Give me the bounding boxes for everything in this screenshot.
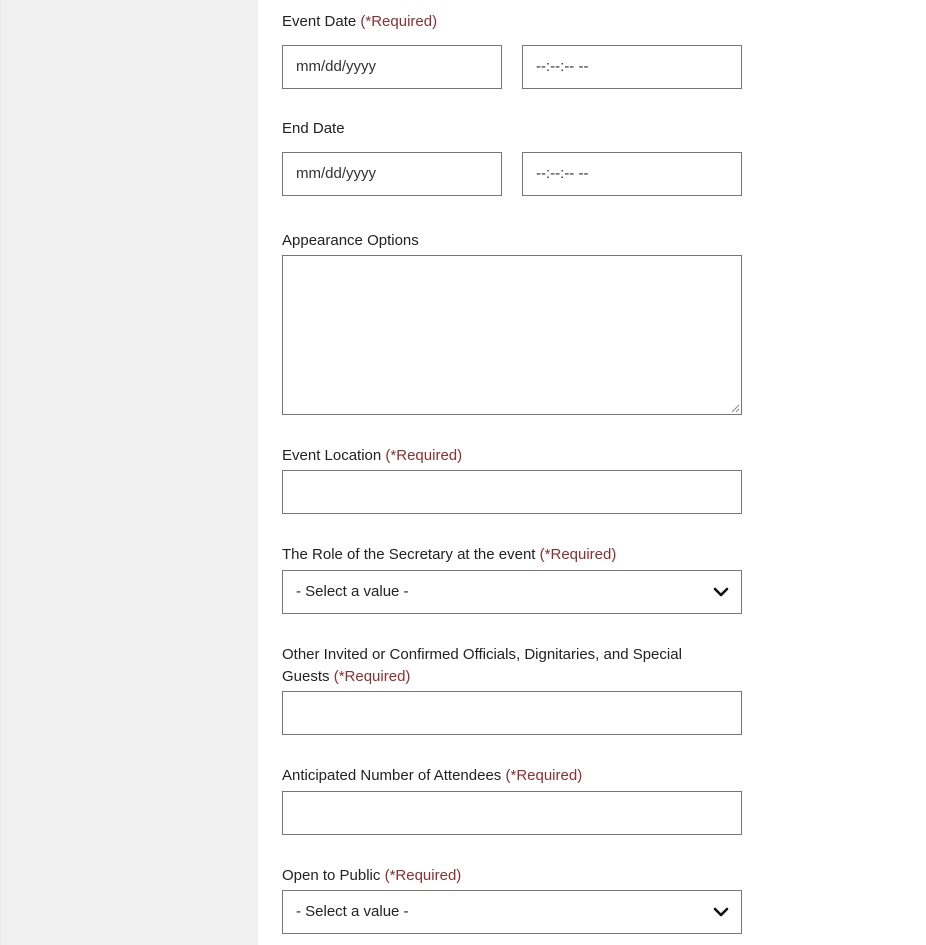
event-location-label-text: Event Location xyxy=(282,447,382,464)
attendees-label xyxy=(282,765,582,787)
appearance-options-label-text: Appearance Options xyxy=(282,232,419,249)
event-location-input[interactable] xyxy=(282,470,742,514)
required-marker: (*Required) xyxy=(384,867,462,884)
secretary-role-label-text: The Role of the Secretary at the event xyxy=(282,546,536,563)
end-date-input[interactable] xyxy=(282,152,502,196)
open-to-public-select[interactable] xyxy=(282,890,742,934)
event-date-label-text: Event Date xyxy=(282,13,357,30)
required-marker: (*Required) xyxy=(385,447,463,464)
chevron-down-icon xyxy=(713,905,729,919)
other-officials-label-line1: Other Invited or Confirmed Officials, Dignitaries, and Special xyxy=(282,646,682,663)
left-sidebar xyxy=(0,0,258,945)
required-marker: (*Required) xyxy=(539,546,617,563)
chevron-down-icon xyxy=(713,585,729,599)
secretary-role-select[interactable] xyxy=(282,570,742,614)
attendees-input[interactable] xyxy=(282,791,742,835)
other-officials-input[interactable] xyxy=(282,691,742,735)
event-time-placeholder: --:--:-- -- xyxy=(536,58,589,75)
end-time-placeholder: --:--:-- -- xyxy=(536,165,589,182)
end-date-placeholder: mm/dd/yyyy xyxy=(296,165,377,182)
end-date-label-text: End Date xyxy=(282,120,345,137)
required-marker: (*Required) xyxy=(360,13,438,30)
appearance-options-label xyxy=(282,230,419,252)
required-marker: (*Required) xyxy=(333,668,411,685)
other-officials-label xyxy=(282,644,742,688)
secretary-role-selected: - Select a value - xyxy=(296,583,409,600)
end-date-label xyxy=(282,118,345,140)
open-to-public-label-text: Open to Public xyxy=(282,867,381,884)
event-location-label xyxy=(282,445,462,467)
resize-grip-icon[interactable] xyxy=(730,403,740,413)
attendees-label-text: Anticipated Number of Attendees xyxy=(282,767,502,784)
other-officials-label-line2: Guests xyxy=(282,668,330,685)
end-time-input[interactable] xyxy=(522,152,742,196)
event-date-placeholder: mm/dd/yyyy xyxy=(296,58,377,75)
open-to-public-label xyxy=(282,865,461,887)
secretary-role-label xyxy=(282,544,616,566)
event-date-label xyxy=(282,11,437,33)
required-marker: (*Required) xyxy=(505,767,583,784)
open-to-public-selected: - Select a value - xyxy=(296,903,409,920)
event-time-input[interactable] xyxy=(522,45,742,89)
appearance-options-textarea[interactable] xyxy=(282,255,742,415)
event-date-input[interactable] xyxy=(282,45,502,89)
